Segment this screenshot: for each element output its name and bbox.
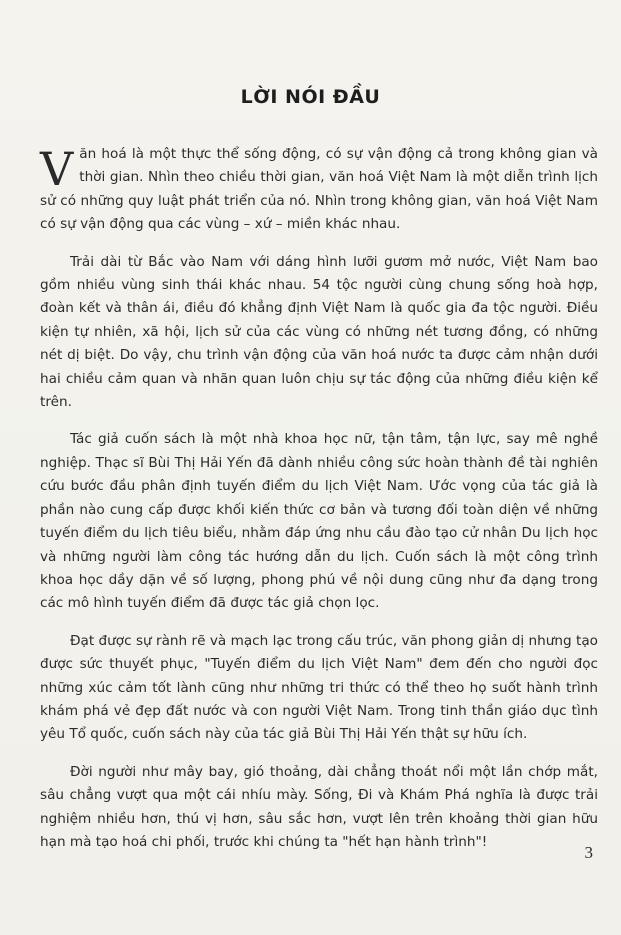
page-title: LỜI NÓI ĐẦU [240,86,381,108]
paragraph-5: Đời người như mây bay, gió thoảng, dài chẳng thoát nổi một lần chớp mắt, sâu chẳng vượt qua một cái nhíu mày. Sống, Đi và Khám Phá nghĩa là được trải nghiệm nhiều hơn, thú vị hơn, sâu sắc hơn, vượt lên trên khoảng thời gian hữu hạn mà tạo hoá chi phối, trước khi chúng ta "hết hạn hành trình"! [40,763,598,850]
paragraph-1 [40,143,598,237]
drop-cap-letter: V [40,142,74,196]
paragraph-3: Tác giả cuốn sách là một nhà khoa học nữ, tận tâm, tận lực, say mê nghề nghiệp. Thạc sĩ Bùi Thị Hải Yến đã dành nhiều công sức hoàn thành đề tài nghiên cứu bước đầu phân định tuyến điểm du lịch Việt Nam. Ước vọng của tác giả là phần nào cung cấp được khối kiến thức cơ bản và tương đối toàn diện về những tuyến điểm du lịch tiêu biểu, nhằm đáp ứng nhu cầu đào tạo cử nhân Du lịch học và những người làm công tác hướng dẫn du lịch. Cuốn sách là một công trình khoa học dầy dặn về số lượng, phong phú về nội dung cũng như đa dạng trong các mô hình tuyến điểm đã được tác giả chọn lọc. [40,431,598,612]
page-number: 3 [584,843,593,862]
preface-body [40,143,598,868]
paragraph-4: Đạt được sự rành rẽ và mạch lạc trong cấu trúc, văn phong giản dị nhưng tạo được sức thuyết phục, "Tuyến điểm du lịch Việt Nam" đem đến cho người đọc những xúc cảm tốt lành cũng như những tri thức có thể theo họ suốt hành trình khám phá vẻ đẹp đất nước và con người Việt Nam. Trong tinh thần giáo dục tình yêu Tổ quốc, cuốn sách này của tác giả Bùi Thị Hải Yến thật sự hữu ích. [40,632,598,743]
paragraph-2: Trải dài từ Bắc vào Nam với dáng hình lưỡi gươm mở nước, Việt Nam bao gồm nhiều vùng sinh thái khác nhau. 54 tộc người cùng chung sống hoà hợp, đoàn kết và thân ái, điều đó khẳng định Việt Nam là quốc gia đa tộc người. Điều kiện tự nhiên, xã hội, lịch sử của các vùng có những nét tương đồng, có những nét dị biệt. Do vậy, chu trình vận động của văn hoá nước ta được cảm nhận dưới hai chiều cảm quan và nhãn quan luôn chịu sự tác động của những điều kiện kể trên. [40,253,598,411]
paragraph-1-text: ăn hoá là một thực thể sống động, có sự vận động cả trong không gian và thời gian. Nhìn theo chiều thời gian, văn hoá Việt Nam là một diễn trình lịch sử có những quy luật phát triển của nó. Nhìn trong không gian, văn hoá Việt Nam có sự vận động qua các vùng – xứ – miền khác nhau. [40,146,598,233]
